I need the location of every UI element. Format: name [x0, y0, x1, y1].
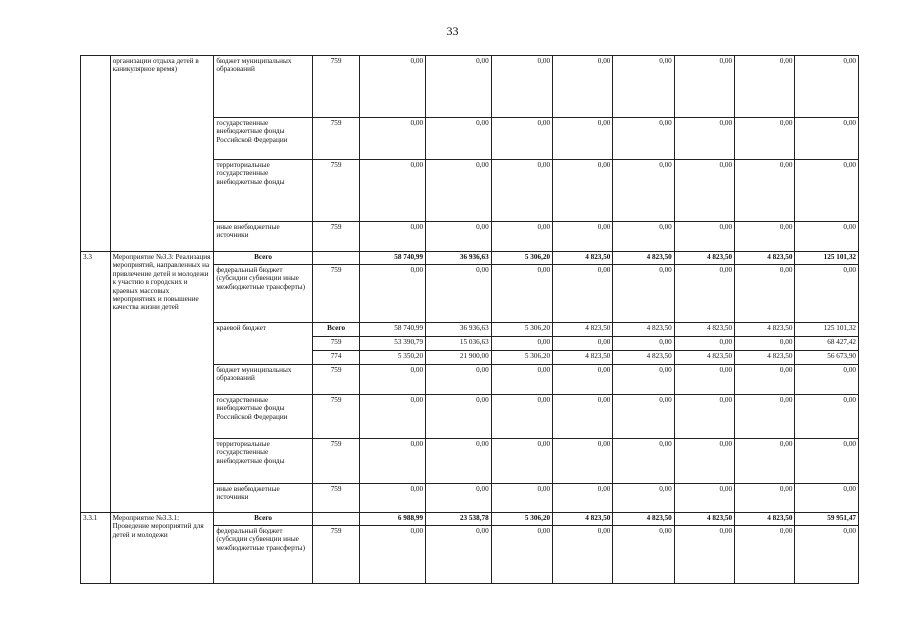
- value-cell: 0,00: [426, 265, 492, 323]
- value-cell: 15 036,63: [426, 337, 492, 351]
- value-cell: 58 740,99: [360, 323, 426, 337]
- grbs-code: 759: [312, 395, 360, 439]
- value-cell: 5 350,20: [360, 351, 426, 365]
- funding-source: Всего: [214, 252, 312, 265]
- grbs-code: 759: [312, 265, 360, 323]
- value-cell: 0,00: [795, 222, 859, 252]
- grbs-code: 759: [312, 484, 360, 513]
- value-cell: 4 823,50: [553, 323, 613, 337]
- value-cell: 4 823,50: [735, 323, 795, 337]
- value-cell: 4 823,50: [613, 252, 674, 265]
- value-cell: 0,00: [613, 337, 674, 351]
- value-cell: 0,00: [735, 365, 795, 395]
- value-cell: 0,00: [795, 395, 859, 439]
- value-cell: 0,00: [674, 365, 734, 395]
- funding-source: федеральный бюджет (субсидии субвенции иные межбюджетные трансферты): [214, 526, 312, 584]
- value-cell: 0,00: [553, 56, 613, 118]
- value-cell: 0,00: [491, 118, 552, 160]
- value-cell: 0,00: [553, 365, 613, 395]
- value-cell: 0,00: [553, 526, 613, 584]
- value-cell: 0,00: [553, 337, 613, 351]
- row-name: Мероприятие №3.3.1: Проведение мероприятий для детей и молодежи: [110, 513, 214, 584]
- table-row: [81, 252, 859, 265]
- value-cell: 0,00: [613, 160, 674, 222]
- value-cell: 0,00: [795, 526, 859, 584]
- table-row: [81, 56, 859, 118]
- funding-source: территориальные государственные внебюджетные фонды: [214, 160, 312, 222]
- value-cell: 0,00: [613, 56, 674, 118]
- value-cell: 0,00: [735, 265, 795, 323]
- value-cell: 0,00: [491, 395, 552, 439]
- row-name: организации отдыха детей в каникулярное время): [110, 56, 214, 252]
- grbs-code: 759: [312, 118, 360, 160]
- value-cell: 4 823,50: [735, 252, 795, 265]
- value-cell: 5 306,20: [491, 351, 552, 365]
- grbs-code: [312, 513, 360, 526]
- value-cell: 0,00: [426, 526, 492, 584]
- value-cell: 0,00: [674, 526, 734, 584]
- funding-source: бюджет муниципальных образований: [214, 56, 312, 118]
- value-cell: 53 390,79: [360, 337, 426, 351]
- value-cell: 4 823,50: [674, 252, 734, 265]
- value-cell: 0,00: [553, 160, 613, 222]
- value-cell: 0,00: [795, 265, 859, 323]
- value-cell: 0,00: [795, 160, 859, 222]
- value-cell: 0,00: [426, 484, 492, 513]
- value-cell: 0,00: [360, 56, 426, 118]
- row-code: 3.3: [81, 252, 111, 513]
- value-cell: 0,00: [674, 484, 734, 513]
- value-cell: 0,00: [613, 395, 674, 439]
- value-cell: 0,00: [491, 160, 552, 222]
- grbs-code: 759: [312, 526, 360, 584]
- funding-source: Всего: [214, 513, 312, 526]
- value-cell: 0,00: [426, 160, 492, 222]
- value-cell: 0,00: [674, 395, 734, 439]
- value-cell: 0,00: [613, 365, 674, 395]
- value-cell: 0,00: [360, 118, 426, 160]
- value-cell: 0,00: [674, 265, 734, 323]
- value-cell: 0,00: [426, 118, 492, 160]
- budget-table: [80, 55, 859, 584]
- value-cell: 0,00: [491, 526, 552, 584]
- value-cell: 0,00: [491, 484, 552, 513]
- value-cell: 4 823,50: [553, 351, 613, 365]
- funding-source: государственные внебюджетные фонды Российской Федерации: [214, 395, 312, 439]
- value-cell: 0,00: [491, 222, 552, 252]
- value-cell: 0,00: [795, 56, 859, 118]
- value-cell: 0,00: [613, 265, 674, 323]
- page-number: 33: [446, 24, 459, 38]
- value-cell: 0,00: [426, 365, 492, 395]
- value-cell: 0,00: [735, 395, 795, 439]
- value-cell: 0,00: [491, 439, 552, 484]
- value-cell: 0,00: [426, 439, 492, 484]
- value-cell: 58 740,99: [360, 252, 426, 265]
- value-cell: 0,00: [735, 526, 795, 584]
- value-cell: 0,00: [360, 160, 426, 222]
- value-cell: 0,00: [613, 484, 674, 513]
- value-cell: 0,00: [553, 222, 613, 252]
- value-cell: 0,00: [360, 439, 426, 484]
- value-cell: 4 823,50: [553, 252, 613, 265]
- value-cell: 6 988,99: [360, 513, 426, 526]
- value-cell: 0,00: [735, 484, 795, 513]
- value-cell: 0,00: [553, 265, 613, 323]
- value-cell: 4 823,50: [674, 323, 734, 337]
- grbs-code: 759: [312, 337, 360, 351]
- value-cell: 5 306,20: [491, 252, 552, 265]
- value-cell: 4 823,50: [553, 513, 613, 526]
- value-cell: 0,00: [491, 337, 552, 351]
- value-cell: 0,00: [795, 118, 859, 160]
- value-cell: 0,00: [735, 337, 795, 351]
- value-cell: 4 823,50: [674, 351, 734, 365]
- value-cell: 0,00: [360, 395, 426, 439]
- value-cell: 36 936,63: [426, 323, 492, 337]
- grbs-code: [312, 252, 360, 265]
- grbs-code: 759: [312, 439, 360, 484]
- value-cell: 0,00: [795, 365, 859, 395]
- row-name: Мероприятие №3.3: Реализация мероприятий, направленных на привлечение детей и молодежи к участию в городских и краевых массовых мероприятиях и повышение качества жизни детей: [110, 252, 214, 513]
- value-cell: 0,00: [674, 118, 734, 160]
- value-cell: 0,00: [674, 160, 734, 222]
- value-cell: 5 306,20: [491, 513, 552, 526]
- value-cell: 125 101,32: [795, 323, 859, 337]
- funding-source: иные внебюджетные источники: [214, 484, 312, 513]
- value-cell: 5 306,20: [491, 323, 552, 337]
- value-cell: 0,00: [553, 439, 613, 484]
- grbs-code: Всего: [312, 323, 360, 337]
- value-cell: 4 823,50: [613, 323, 674, 337]
- value-cell: 0,00: [613, 118, 674, 160]
- value-cell: 0,00: [426, 222, 492, 252]
- funding-source: территориальные государственные внебюджетные фонды: [214, 439, 312, 484]
- table-body: [81, 56, 859, 584]
- value-cell: 0,00: [360, 365, 426, 395]
- grbs-code: 774: [312, 351, 360, 365]
- value-cell: 56 673,90: [795, 351, 859, 365]
- value-cell: 0,00: [553, 484, 613, 513]
- grbs-code: 759: [312, 56, 360, 118]
- value-cell: 68 427,42: [795, 337, 859, 351]
- grbs-code: 759: [312, 160, 360, 222]
- table-row: [81, 513, 859, 526]
- row-code: 3.3.1: [81, 513, 111, 584]
- row-code: [81, 56, 111, 252]
- value-cell: 4 823,50: [613, 513, 674, 526]
- funding-source: иные внебюджетные источники: [214, 222, 312, 252]
- value-cell: 0,00: [674, 337, 734, 351]
- value-cell: 59 951,47: [795, 513, 859, 526]
- value-cell: 4 823,50: [674, 513, 734, 526]
- value-cell: 0,00: [553, 118, 613, 160]
- value-cell: 4 823,50: [735, 351, 795, 365]
- value-cell: 0,00: [360, 484, 426, 513]
- value-cell: 0,00: [613, 222, 674, 252]
- value-cell: 0,00: [735, 160, 795, 222]
- value-cell: 0,00: [613, 526, 674, 584]
- value-cell: 0,00: [735, 222, 795, 252]
- value-cell: 0,00: [735, 118, 795, 160]
- value-cell: 0,00: [674, 56, 734, 118]
- value-cell: 0,00: [426, 56, 492, 118]
- grbs-code: 759: [312, 222, 360, 252]
- value-cell: 0,00: [360, 222, 426, 252]
- value-cell: 125 101,32: [795, 252, 859, 265]
- value-cell: 0,00: [735, 439, 795, 484]
- value-cell: 0,00: [360, 265, 426, 323]
- value-cell: 0,00: [553, 395, 613, 439]
- value-cell: 0,00: [360, 526, 426, 584]
- value-cell: 0,00: [735, 56, 795, 118]
- value-cell: 21 900,00: [426, 351, 492, 365]
- value-cell: 0,00: [613, 439, 674, 484]
- grbs-code: 759: [312, 365, 360, 395]
- value-cell: 4 823,50: [735, 513, 795, 526]
- value-cell: 0,00: [491, 365, 552, 395]
- funding-source: федеральный бюджет (субсидии субвенции иные межбюджетные трансферты): [214, 265, 312, 323]
- value-cell: 4 823,50: [613, 351, 674, 365]
- funding-source: бюджет муниципальных образований: [214, 365, 312, 395]
- funding-source: государственные внебюджетные фонды Российской Федерации: [214, 118, 312, 160]
- value-cell: 0,00: [674, 222, 734, 252]
- funding-source: краевой бюджет: [214, 323, 312, 365]
- value-cell: 0,00: [491, 56, 552, 118]
- value-cell: 36 936,63: [426, 252, 492, 265]
- value-cell: 0,00: [795, 439, 859, 484]
- value-cell: 0,00: [491, 265, 552, 323]
- value-cell: 0,00: [674, 439, 734, 484]
- value-cell: 23 538,78: [426, 513, 492, 526]
- value-cell: 0,00: [795, 484, 859, 513]
- value-cell: 0,00: [426, 395, 492, 439]
